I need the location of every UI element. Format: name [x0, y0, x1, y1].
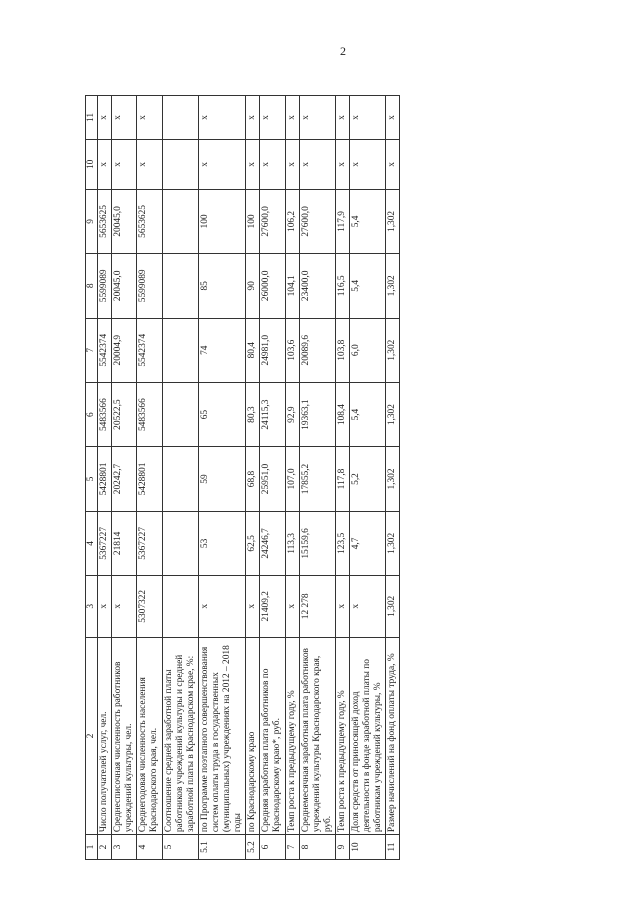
header-cell: 3: [86, 576, 98, 637]
value-cell: х: [349, 139, 385, 189]
indicator-label-cell: Среднемесячная заработная плата работников учреждений культуры Краснодарского края, руб.: [299, 637, 335, 835]
value-cell: х: [335, 139, 349, 189]
value-cell: 104,1: [285, 254, 299, 318]
row-number-cell: 2: [98, 835, 112, 860]
value-cell: х: [285, 576, 299, 637]
value-cell: 123,5: [335, 511, 349, 575]
value-cell: 68,8: [246, 447, 260, 511]
table-row: [260, 96, 285, 860]
value-cell: х: [198, 139, 245, 189]
value-cell: [162, 254, 198, 318]
value-cell: 5483566: [98, 382, 112, 446]
table-row: [285, 96, 299, 860]
value-cell: х: [260, 96, 285, 140]
value-cell: 117,9: [335, 189, 349, 253]
value-cell: 23400,0: [299, 254, 335, 318]
row-number-cell: 9: [335, 835, 349, 860]
value-cell: х: [299, 96, 335, 140]
indicator-label-cell: Среднегодовая численность населения Краснодарского края, чел.: [137, 637, 162, 835]
value-cell: 117,8: [335, 447, 349, 511]
value-cell: х: [98, 139, 112, 189]
indicator-label-cell: Число получателей услуг, чел.: [98, 637, 112, 835]
indicator-label-cell: Среднесписочная численность работников учреждений культуры, чел.: [112, 637, 137, 835]
value-cell: 5599089: [98, 254, 112, 318]
value-cell: 116,5: [335, 254, 349, 318]
header-cell: 8: [86, 254, 98, 318]
row-number-cell: 4: [137, 835, 162, 860]
header-cell: 7: [86, 318, 98, 382]
value-cell: х: [98, 576, 112, 637]
value-cell: х: [137, 96, 162, 140]
header-cell: 6: [86, 382, 98, 446]
value-cell: 1,302: [386, 318, 400, 382]
value-cell: х: [386, 96, 400, 140]
indicator-label-cell: Доля средств от приносящей доход деятельности в фонде заработной платы по работникам учреждений культуры, %: [349, 637, 385, 835]
value-cell: [162, 382, 198, 446]
value-cell: 1,302: [386, 576, 400, 637]
value-cell: 100: [198, 189, 245, 253]
value-cell: 20045,0: [112, 254, 137, 318]
row-number-cell: 10: [349, 835, 385, 860]
indicator-label-cell: Темп роста к предыдущему году, %: [335, 637, 349, 835]
value-cell: 5483566: [137, 382, 162, 446]
value-cell: 113,3: [285, 511, 299, 575]
table-row: [112, 96, 137, 860]
value-cell: 5,2: [349, 447, 385, 511]
value-cell: 100: [246, 189, 260, 253]
value-cell: х: [246, 139, 260, 189]
row-number-cell: 5: [162, 835, 198, 860]
value-cell: 5542374: [98, 318, 112, 382]
table-row: [335, 96, 349, 860]
value-cell: [162, 139, 198, 189]
value-cell: 5653625: [98, 189, 112, 253]
indicator-label-cell: Средняя заработная плата работников по Краснодарскому краю*, руб.: [260, 637, 285, 835]
value-cell: [162, 189, 198, 253]
table-row: [137, 96, 162, 860]
value-cell: 90: [246, 254, 260, 318]
table-body: [86, 96, 400, 860]
header-cell: 2: [86, 637, 98, 835]
value-cell: 108,4: [335, 382, 349, 446]
value-cell: 103,8: [335, 318, 349, 382]
value-cell: [162, 96, 198, 140]
value-cell: 1,302: [386, 189, 400, 253]
value-cell: 53: [198, 511, 245, 575]
value-cell: х: [198, 576, 245, 637]
value-cell: 5428801: [137, 447, 162, 511]
value-cell: х: [335, 576, 349, 637]
column-number-row: [86, 96, 98, 860]
page-number: 2: [340, 44, 346, 58]
value-cell: х: [349, 96, 385, 140]
header-cell: 4: [86, 511, 98, 575]
value-cell: х: [386, 139, 400, 189]
value-cell: х: [285, 139, 299, 189]
value-cell: 5,4: [349, 189, 385, 253]
header-cell: 5: [86, 447, 98, 511]
row-number-cell: 7: [285, 835, 299, 860]
value-cell: 20522,5: [112, 382, 137, 446]
value-cell: [162, 447, 198, 511]
value-cell: 103,6: [285, 318, 299, 382]
header-cell: 11: [86, 96, 98, 140]
value-cell: х: [112, 139, 137, 189]
value-cell: 25951,0: [260, 447, 285, 511]
row-number-cell: 3: [112, 835, 137, 860]
value-cell: 5,4: [349, 382, 385, 446]
value-cell: 62,5: [246, 511, 260, 575]
value-cell: 107,0: [285, 447, 299, 511]
value-cell: 20045,0: [112, 189, 137, 253]
value-cell: 20242,7: [112, 447, 137, 511]
row-number-cell: 5.1: [198, 835, 245, 860]
value-cell: 80,4: [246, 318, 260, 382]
value-cell: 27600,0: [299, 189, 335, 253]
value-cell: х: [246, 96, 260, 140]
value-cell: 27600,0: [260, 189, 285, 253]
row-number-cell: 5.2: [246, 835, 260, 860]
value-cell: 15159,6: [299, 511, 335, 575]
value-cell: 19363,1: [299, 382, 335, 446]
value-cell: х: [198, 96, 245, 140]
value-cell: 1,302: [386, 254, 400, 318]
indicator-label-cell: Соотношение средней заработной платы работников учреждений культуры и средней заработной платы в Краснодарском крае, %:: [162, 637, 198, 835]
row-number-cell: 6: [260, 835, 285, 860]
value-cell: 26000,0: [260, 254, 285, 318]
value-cell: 6,0: [349, 318, 385, 382]
value-cell: 65: [198, 382, 245, 446]
value-cell: 5,4: [349, 254, 385, 318]
table-row: [299, 96, 335, 860]
value-cell: 21409,2: [260, 576, 285, 637]
value-cell: 5653625: [137, 189, 162, 253]
value-cell: х: [335, 96, 349, 140]
row-number-cell: 8: [299, 835, 335, 860]
header-cell: 9: [86, 189, 98, 253]
table-row: [386, 96, 400, 860]
value-cell: [162, 318, 198, 382]
rotated-table-region: [85, 95, 485, 860]
table-row: [349, 96, 385, 860]
table-row: [162, 96, 198, 860]
value-cell: 12 278: [299, 576, 335, 637]
indicator-label-cell: по Краснодарскому краю: [246, 637, 260, 835]
value-cell: 1,302: [386, 511, 400, 575]
value-cell: 21814: [112, 511, 137, 575]
indicator-label-cell: по Программе поэтапного совершенствования систем оплаты труда в государственных (муниципальных) учреждениях на 2012 – 2018 годы: [198, 637, 245, 835]
value-cell: 20004,9: [112, 318, 137, 382]
value-cell: 5367227: [98, 511, 112, 575]
value-cell: 85: [198, 254, 245, 318]
value-cell: 80,3: [246, 382, 260, 446]
value-cell: 5599089: [137, 254, 162, 318]
value-cell: 1,302: [386, 447, 400, 511]
value-cell: 5307322: [137, 576, 162, 637]
value-cell: 24246,7: [260, 511, 285, 575]
value-cell: х: [349, 576, 385, 637]
value-cell: [162, 511, 198, 575]
value-cell: 74: [198, 318, 245, 382]
value-cell: 59: [198, 447, 245, 511]
table-row: [98, 96, 112, 860]
value-cell: [162, 576, 198, 637]
indicators-table: [85, 95, 400, 860]
value-cell: 5542374: [137, 318, 162, 382]
value-cell: х: [137, 139, 162, 189]
header-cell: 10: [86, 139, 98, 189]
value-cell: х: [246, 576, 260, 637]
value-cell: х: [112, 576, 137, 637]
value-cell: х: [98, 96, 112, 140]
row-number-cell: 11: [386, 835, 400, 860]
value-cell: х: [285, 96, 299, 140]
value-cell: 92,9: [285, 382, 299, 446]
value-cell: 17855,2: [299, 447, 335, 511]
header-cell: 1: [86, 835, 98, 860]
value-cell: х: [112, 96, 137, 140]
rotated-table-host: [85, 95, 545, 860]
value-cell: 4,7: [349, 511, 385, 575]
value-cell: 5367227: [137, 511, 162, 575]
indicator-label-cell: Темп роста к предыдущему году, %: [285, 637, 299, 835]
indicator-label-cell: Размер начислений на фонд оплаты труда, %: [386, 637, 400, 835]
value-cell: 24981,0: [260, 318, 285, 382]
value-cell: 24115,3: [260, 382, 285, 446]
value-cell: 20089,6: [299, 318, 335, 382]
rotated-sheet: [85, 95, 545, 860]
table-row: [198, 96, 245, 860]
value-cell: 106,2: [285, 189, 299, 253]
value-cell: 5428801: [98, 447, 112, 511]
value-cell: х: [260, 139, 285, 189]
value-cell: х: [299, 139, 335, 189]
table-row: [246, 96, 260, 860]
value-cell: 1,302: [386, 382, 400, 446]
